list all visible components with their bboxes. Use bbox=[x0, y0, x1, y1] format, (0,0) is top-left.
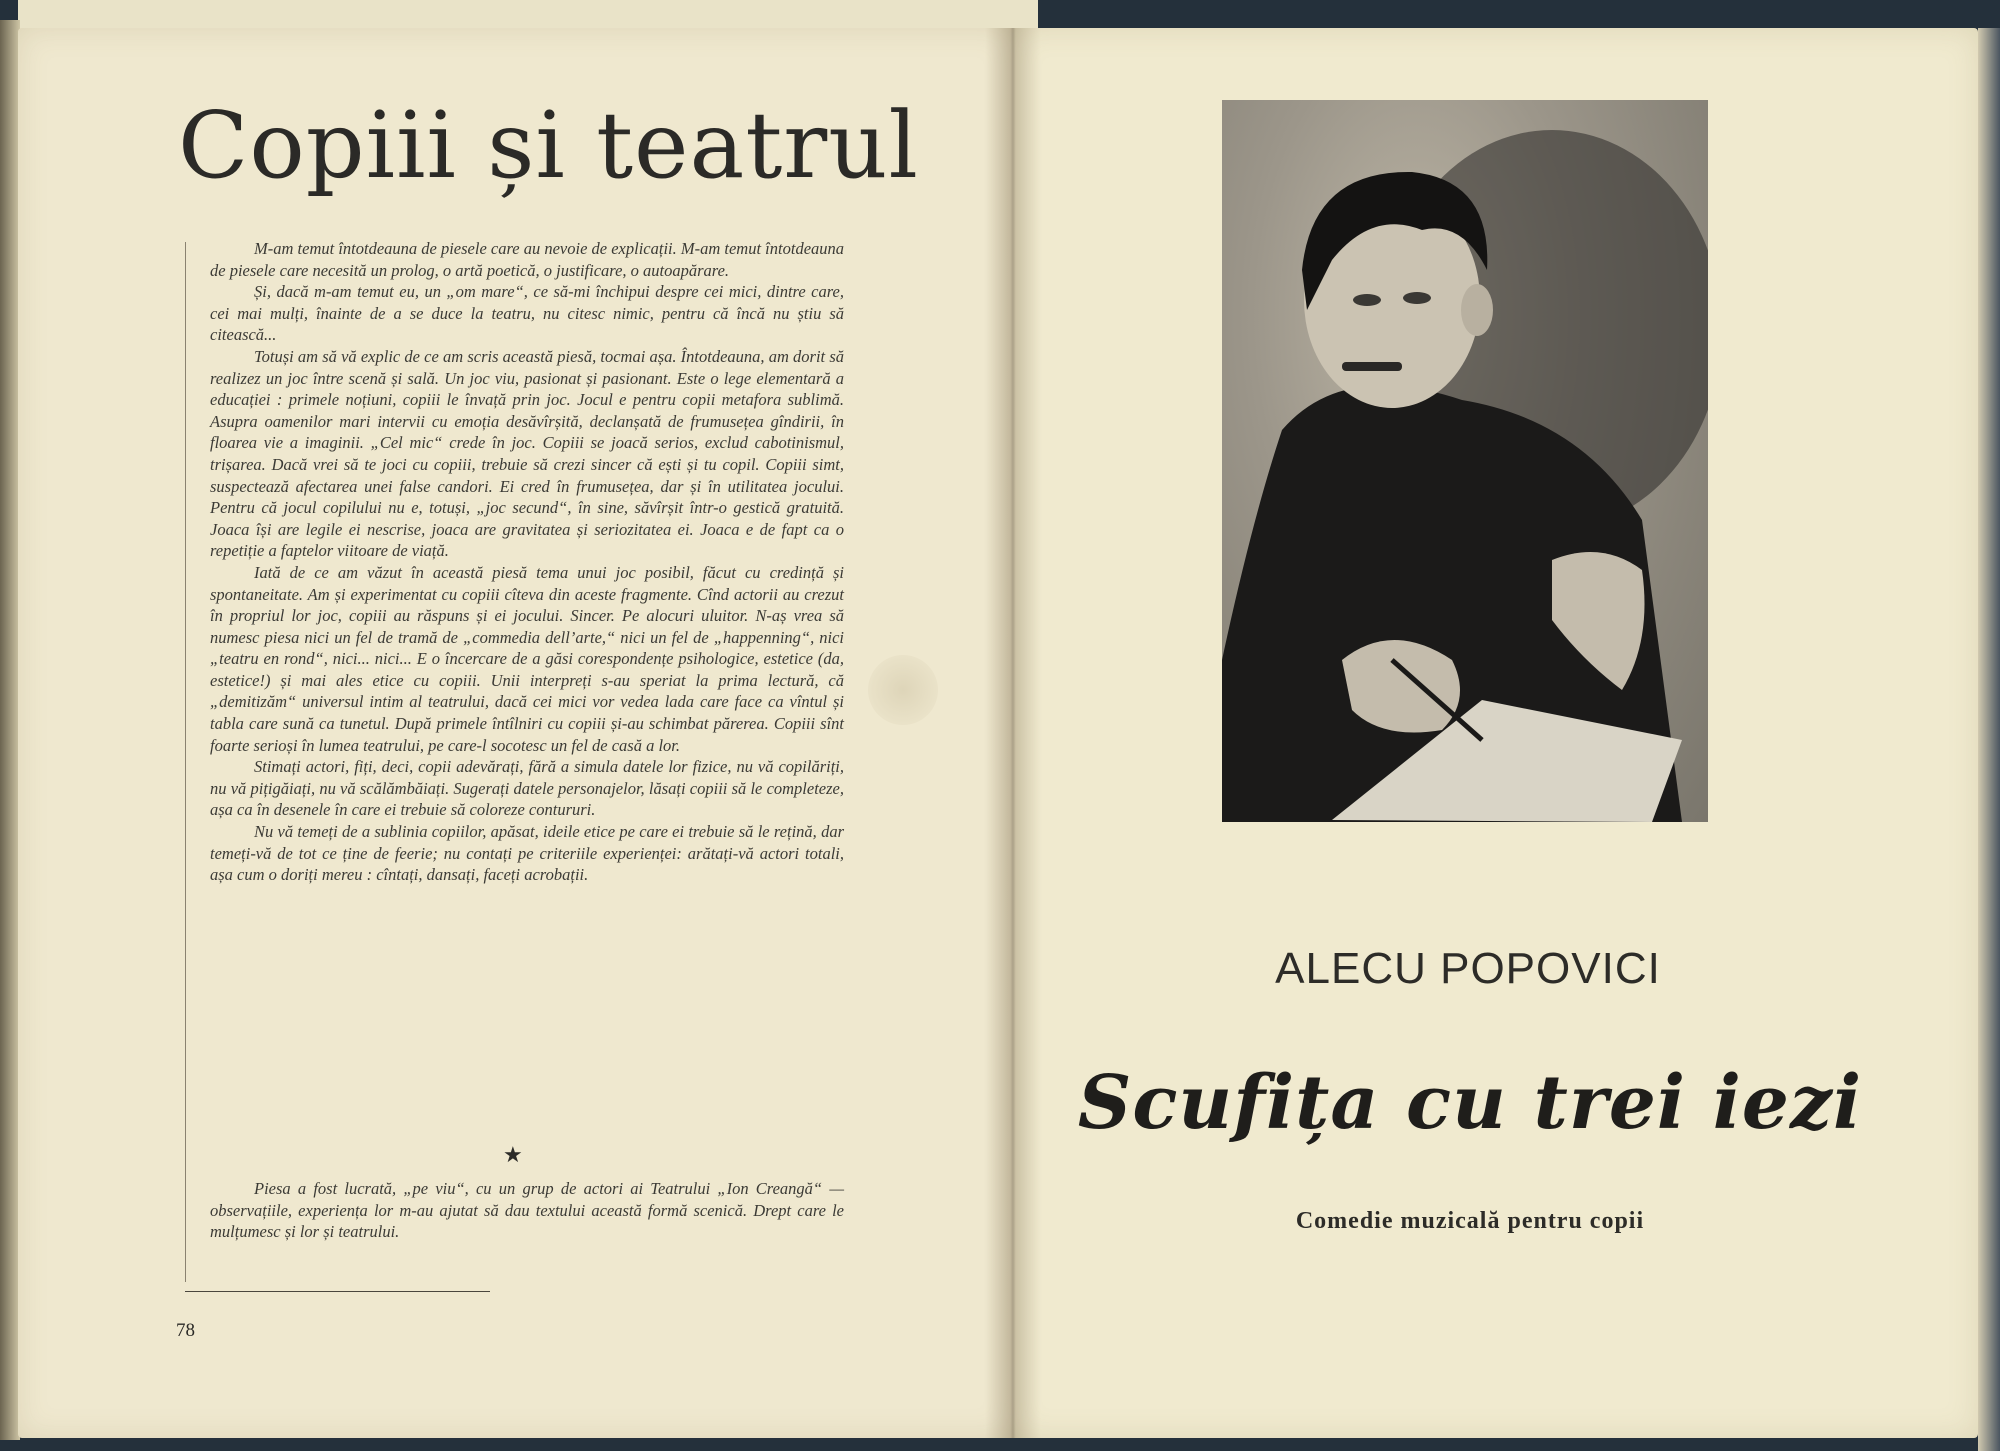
paragraph: Totuși am să vă explic de ce am scris această piesă, tocmai așa. Întotdeauna, am dorit să realizez un joc între scenă și sală. Un joc viu, pasionat și pasionant. Este o lege elementară a educației : primele noțiuni, copiii le învață prin joc. Jocul e pentru copii metafora sublimă. Asupra oamenilor mari intervii cu emoția desăvîrșită, declanșată de frumusețea gîndirii, în floarea vie a imaginii. „Cel mic“ crede în joc. Copiii se joacă serios, exclud cabotinismul, trișarea. Dacă vrei să te joci cu copiii, trebuie să crezi sincer că ești și tu copil. Copiii simt, suspectează afectarea unei false candori. Ei cred în frumusețea, dar și în utilitatea jocului. Pentru că jocul copilului nu e, totuși, „joc secund“, în sine, săvîrșit într-o gestică gratuită. Joaca își are legile ei nescrise, joaca are gravitatea și seriozitatea ei. Joaca e de fapt ca o repetiție a faptelor viitoare de viață. bbox=[210, 346, 844, 561]
acknowledgement-note bbox=[210, 1178, 844, 1243]
paragraph: Stimați actori, fiți, deci, copii adevărați, fără a simula datele lor fizice, nu vă copilăriți, nu vă pițigăiați, nu vă scălămbăiați. Sugerați datele personajelor, lăsați copiii să le completeze, așa ca în desenele în care ei trebuie să coloreze contururi. bbox=[210, 757, 844, 820]
paragraph: Nu vă temeți de a sublinia copiilor, apăsat, ideile etice pe care ei trebuie să le rețină, dar temeți-vă de tot ce ține de feerie; nu contați pe criteriile experienței: arătați-vă actori totali, așa cum o doriți mereu : cîntați, dansați, faceți acrobații. bbox=[210, 822, 844, 885]
separator-star: ★ bbox=[503, 1143, 523, 1168]
article-title: Copiii și teatrul bbox=[178, 92, 919, 199]
paragraph: Și, dacă m-am temut eu, un „om mare“, ce să-mi închipui despre cei mici, dintre care, cei mai mulți, înainte de a se duce la teatru, nu citesc nimic, pentru că încă nu știu să citească... bbox=[210, 282, 844, 345]
note-text: Piesa a fost lucrată, „pe viu“, cu un grup de actori ai Teatrului „Ion Creangă“ — observațiile, experiența lor m-au ajutat să dau textului această formă scenică. Drept care le mulțumesc și lor și teatrului. bbox=[210, 1179, 844, 1242]
footnote-rule bbox=[185, 1291, 490, 1292]
play-title: Scufița cu trei iezi bbox=[1077, 1060, 1863, 1146]
article-body bbox=[210, 238, 844, 886]
margin-rule bbox=[185, 242, 186, 1282]
page-number: 78 bbox=[176, 1320, 195, 1341]
book-right-edge bbox=[1978, 28, 2000, 1451]
book-gutter bbox=[985, 28, 1041, 1438]
play-subtitle: Comedie muzicală pentru copii bbox=[1295, 1208, 1645, 1234]
author-portrait-illustration bbox=[1222, 100, 1708, 822]
author-photo bbox=[1222, 100, 1708, 822]
book-left-edge bbox=[0, 20, 20, 1440]
author-name: ALECU POPOVICI bbox=[1275, 944, 1661, 993]
paper-stain bbox=[868, 655, 938, 725]
paragraph: M-am temut întotdeauna de piesele care au nevoie de explicații. M-am temut întotdeauna de piesele care necesită un prolog, o artă poetică, o justificare, o autoapărare. bbox=[210, 239, 845, 280]
paragraph: Iată de ce am văzut în această piesă tema unui joc posibil, făcut cu credință și spontaneitate. Am și experimentat cu copiii cîteva din aceste fragmente. Cînd actorii au crezut în propriul lor joc, copiii au răspuns și ei jocului. Sincer. Pe alocuri uluitor. N-aș vrea să numesc piesa nici un fel de tramă de „commedia dell’arte,“ nici un fel de „happenning“, nici „teatru en rond“, nici... nici... E o încercare de a găsi corespondențe psihologice, estetice (da, estetice!) și mai ales etice cu copiii. Unii interpreți s-au speriat la prima lectură, că „demitizăm“ universul intim al teatrului, dacă cei mici vor vedea lada care face ca vîntul și tabla care sună ca tunetul. După primele întîlniri cu copiii și-au schimbat părerea. Copiii sînt foarte serioși în lumea teatrului, pe care-l socotesc un fel de casă a lor. bbox=[210, 562, 844, 755]
